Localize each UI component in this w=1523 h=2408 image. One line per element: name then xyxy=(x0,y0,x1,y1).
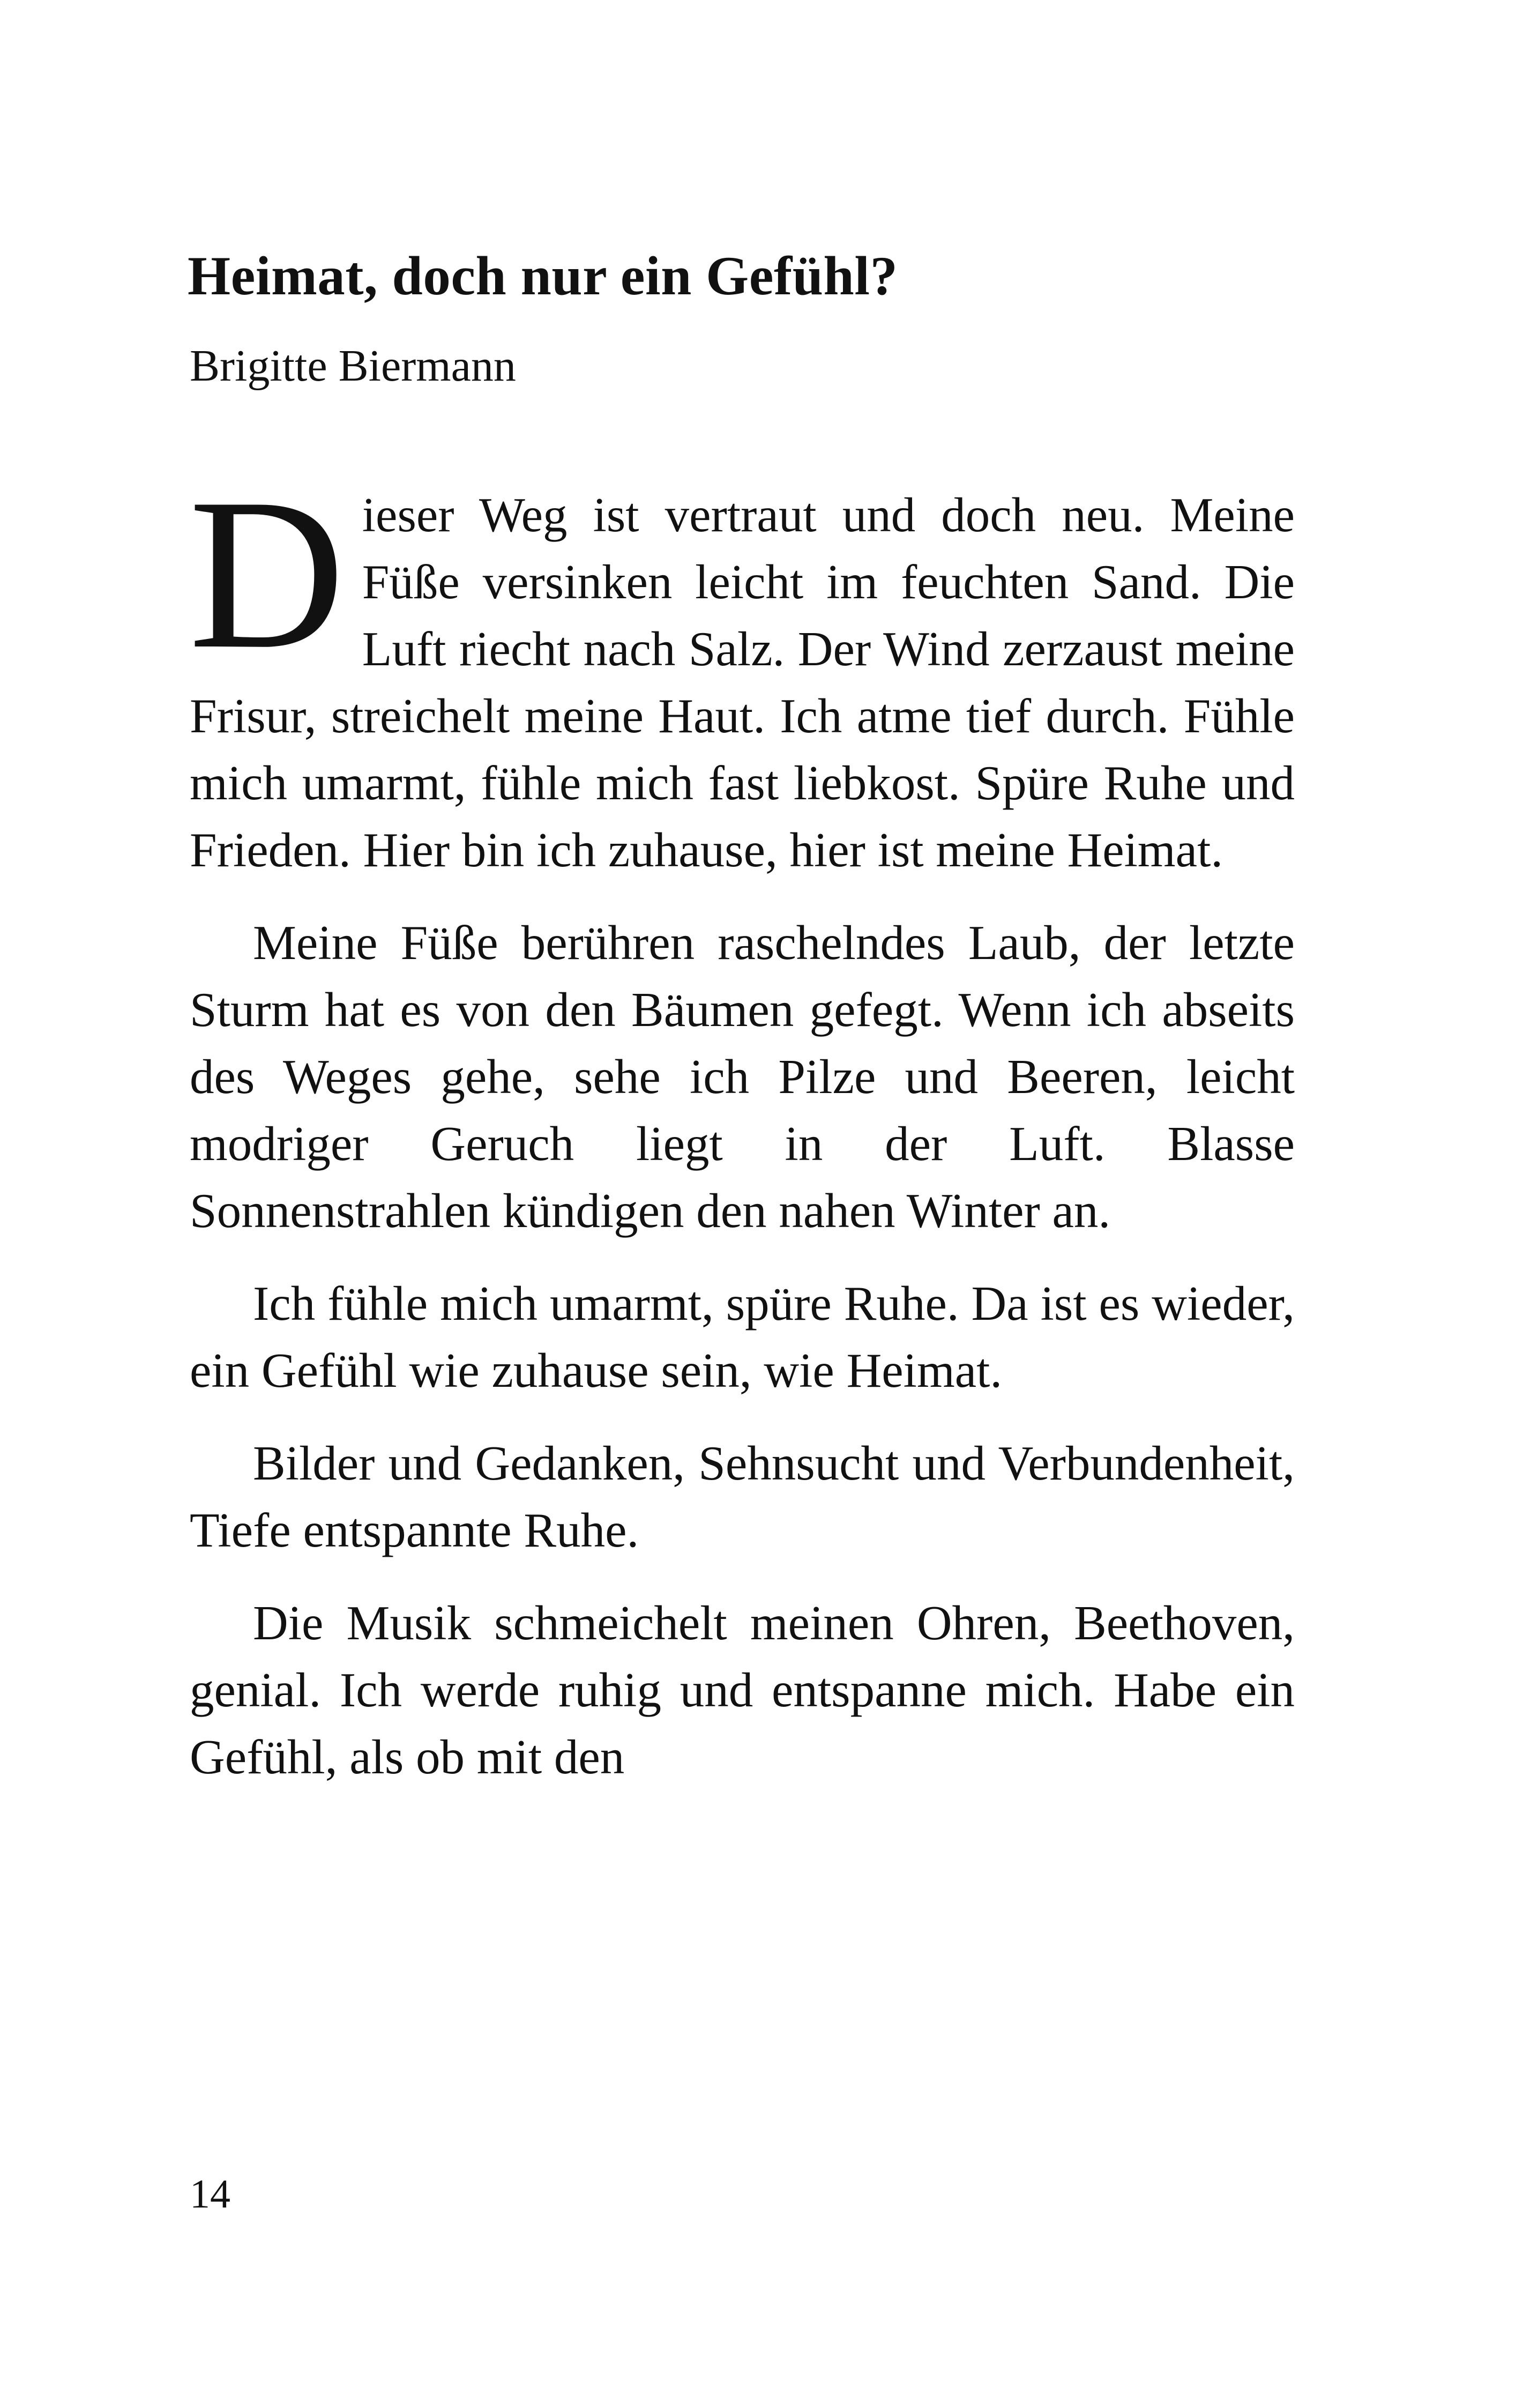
drop-cap: D xyxy=(189,454,345,694)
author-name: Brigitte Biermann xyxy=(190,341,516,391)
paragraph-3: Ich fühle mich umarmt, spüre Ruhe. Da ist es wieder, ein Gefühl wie zuhause sein, wie Heimat. xyxy=(190,1276,1295,1398)
page-number: 14 xyxy=(190,2172,230,2217)
paragraph-5: Die Musik schmeichelt meinen Ohren, Beethoven, genial. Ich werde ruhig und entspanne mich. Habe ein Gefühl, als ob mit den xyxy=(190,1596,1295,1784)
paragraph-2: Meine Füße berühren raschelndes Laub, der letzte Sturm hat es von den Bäumen gefegt. Wenn ich abseits des Weges gehe, sehe ich Pilze und Beeren, leicht modriger Geruch liegt in der Luft. Blasse Sonnenstrahlen kündigen den nahen Winter an. xyxy=(190,916,1295,1238)
chapter-title: Heimat, doch nur ein Gefühl? xyxy=(188,246,898,307)
paragraph-1 xyxy=(189,454,1295,883)
paragraph-4: Bilder und Gedanken, Sehnsucht und Verbundenheit, Tiefe entspannte Ruhe. xyxy=(190,1436,1295,1557)
chapter-body xyxy=(189,454,1295,1816)
paragraph-1-text: ieser Weg ist vertraut und doch neu. Meine Füße versinken leicht im feuchten Sand. Die Luft riecht nach Salz. Der Wind zerzaust meine Frisur, streichelt meine Haut. Ich atme tief durch. Fühle mich umarmt, fühle mich fast liebkost. Spüre Ruhe und Frieden. Hier bin ich zuhause, hier ist meine Heimat. xyxy=(190,488,1295,877)
